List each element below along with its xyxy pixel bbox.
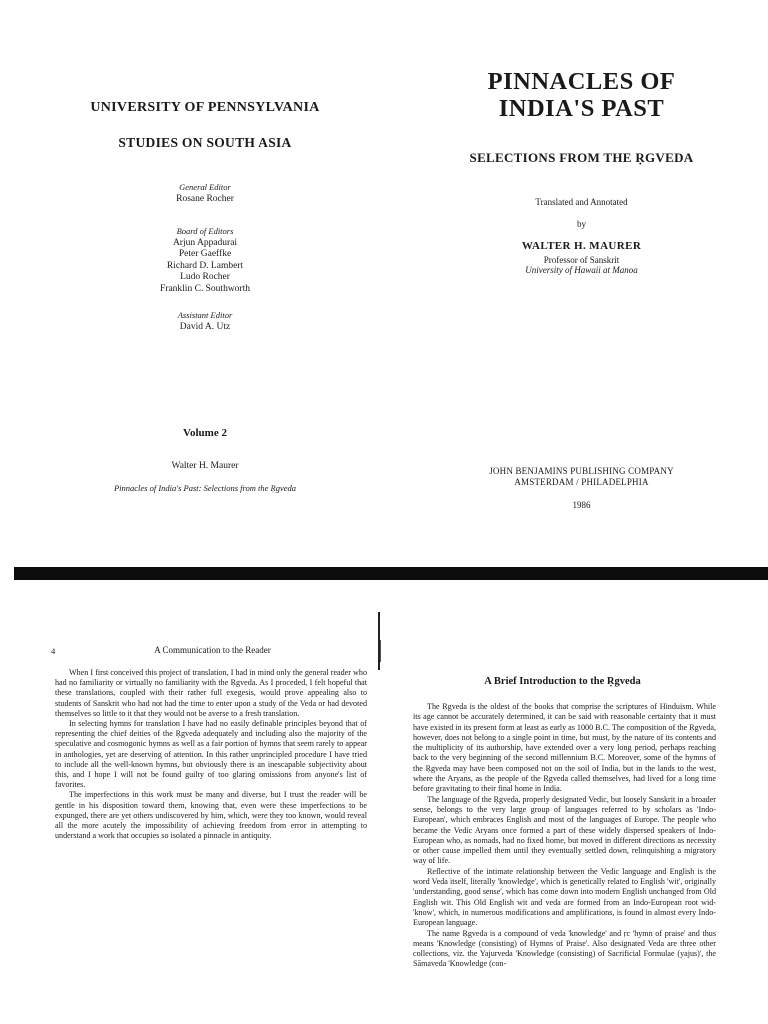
page-number: 4	[51, 646, 56, 656]
introduction-heading: A Brief Introduction to the Ṛgveda	[484, 676, 641, 687]
paragraph: In selecting hymns for translation I have had no easily definable principles beyond that of representing the chief deities of the Ṛgveda adequately and including also the majority of the speculative and cosmogonic hymns as well as a fair portion of hymns that seem rarely to appear in anthologies, yet are deserving of attention. In this rather unprincipled procedure I have tried to include all the well-known hymns, but obviously there is an inescapable subjectivity about this, and I hope I will not be found guilty of too glaring omissions from anyone's list of favorites.	[55, 719, 367, 790]
communication-heading: A Communication to the Reader	[154, 645, 271, 655]
paragraph: The Ṛgveda is the oldest of the books that comprise the scriptures of Hinduism. While its age cannot be accurately determined, it can be said with reasonable certainty that it must have existed in its present form at least as early as 1000 B.C. The composition of the Ṛgveda, however, does not belong to a single point in time, but must, by the nature of its contents and the multiplicity of its authorship, have extended over a very long period, perhaps reaching back to the very beginning of the second millennium B.C. Moreover, some of the hymns of the Ṛgveda may have been composed not on the soil of India, but in the lands to the west, where the Aryans, as the people of the Ṛgveda called themselves, had lived for a long time before gravitating to their final home in India.	[413, 702, 716, 794]
paragraph: Reflective of the intimate relationship between the Vedic language and English is the word Veda itself, literally 'knowledge', which is genetically related to English 'wit', originally 'understanding, good sense', which has come down into modern English unchanged from Old English wit. This Old English wit and veda are formed from an Indo-European root wid- 'know', which, in numerous modifications and amplifications, is found in almost every Indo-European language.	[413, 866, 716, 928]
introduction-body	[413, 702, 716, 970]
board-member: Peter Gaeffke	[178, 249, 232, 259]
assistant-editor-role: Assistant Editor	[177, 310, 233, 320]
paragraph: The language of the Ṛgveda, properly designated Vedic, but loosely Sanskrit in a broader sense, belongs to the very large group of languages referred to by scholars as 'Indo-European', which embraces English and most of the languages of Europe. The people who became the Vedic Aryans once formed a part of these widely dispersed speakers of Indo-European who, as nomads, had no fixed home, but moved in different directions as necessity or other cause impelled them until they eventually settled down, relinquishing a migratory way of life.	[413, 794, 716, 866]
page-edge-mark	[380, 640, 381, 662]
board-role: Board of Editors	[176, 226, 234, 236]
assistant-editor-block	[20, 310, 390, 333]
by-label: by	[577, 219, 586, 229]
board-member: Ludo Rocher	[180, 272, 230, 282]
subtitle: SELECTIONS FROM THE ṚGVEDA	[469, 150, 694, 165]
general-editor-role: General Editor	[179, 182, 231, 192]
translated-label: Translated and Annotated	[535, 197, 628, 207]
title-line: INDIA'S PAST	[498, 95, 665, 122]
publisher-block	[395, 466, 768, 488]
author-institution: University of Hawaii at Manoa	[525, 265, 638, 275]
work-title: Pinnacles of India's Past: Selections from the Ṛgveda	[113, 483, 297, 493]
board-member: Franklin C. Southworth	[160, 283, 250, 294]
volume-label: Volume 2	[183, 427, 227, 439]
series-page	[20, 0, 390, 570]
paragraph: When I first conceived this project of translation, I had in mind only the general reader who had no familiarity or virtually no familiarity with the Ṛgveda. As I proceded, I felt hopeful that these translations, coupled with their rather full exegesis, would prove appealing also to students of Sanskrit who had not had the time to enter upon a study of the Veda or had devoted themselves so little to it that they would not be averse to a fresh translation.	[55, 668, 367, 718]
board-block	[20, 226, 390, 295]
series-heading: STUDIES ON SOUTH ASIA	[118, 135, 292, 150]
scan-gutter-bar	[14, 567, 768, 580]
communication-page	[20, 580, 375, 1024]
paragraph: The name Ṛgveda is a compound of veda 'knowledge' and ṛc 'hymn of praise' and thus means 'Knowledge (consisting) of Hymns of Praise'. Also designated Veda are three other collections, viz. the Yajurveda 'Knowledge (consisting) of Sacrificial Formulae (yajus)', the Sāmaveda 'Knowledge (con-	[413, 928, 716, 969]
title-author: WALTER H. MAURER	[521, 240, 642, 252]
book-title	[395, 68, 768, 122]
general-editor-block	[20, 182, 390, 205]
board-member: Arjun Appadurai	[172, 237, 238, 248]
board-member: Richard D. Lambert	[166, 260, 244, 271]
paragraph: The imperfections in this work must be many and diverse, but I trust the reader will be gentle in his disposition toward them, knowing that, even were these imperfections to be expunged, there are yet others undiscovered by him, which, were they too known, would reveal all the more acutely the impossibility of achieving freedom from error in attempting to understand a work that occupies so isolated a pinnacle in antiquity.	[55, 790, 367, 841]
publisher-name: JOHN BENJAMINS PUBLISHING COMPANY	[489, 466, 674, 476]
author-position: Professor of Sanskrit	[543, 255, 620, 265]
title-page	[395, 0, 768, 570]
publisher-cities: AMSTERDAM / PHILADELPHIA	[514, 477, 649, 487]
university-heading: UNIVERSITY OF PENNSYLVANIA	[90, 100, 320, 115]
introduction-page	[405, 580, 768, 1024]
assistant-editor-name: David A. Utz	[179, 321, 231, 332]
title-line: PINNACLES OF	[487, 68, 676, 95]
publication-year: 1986	[572, 500, 591, 510]
general-editor-name: Rosane Rocher	[176, 193, 234, 204]
author-name: Walter H. Maurer	[171, 461, 239, 471]
communication-body	[55, 668, 367, 841]
